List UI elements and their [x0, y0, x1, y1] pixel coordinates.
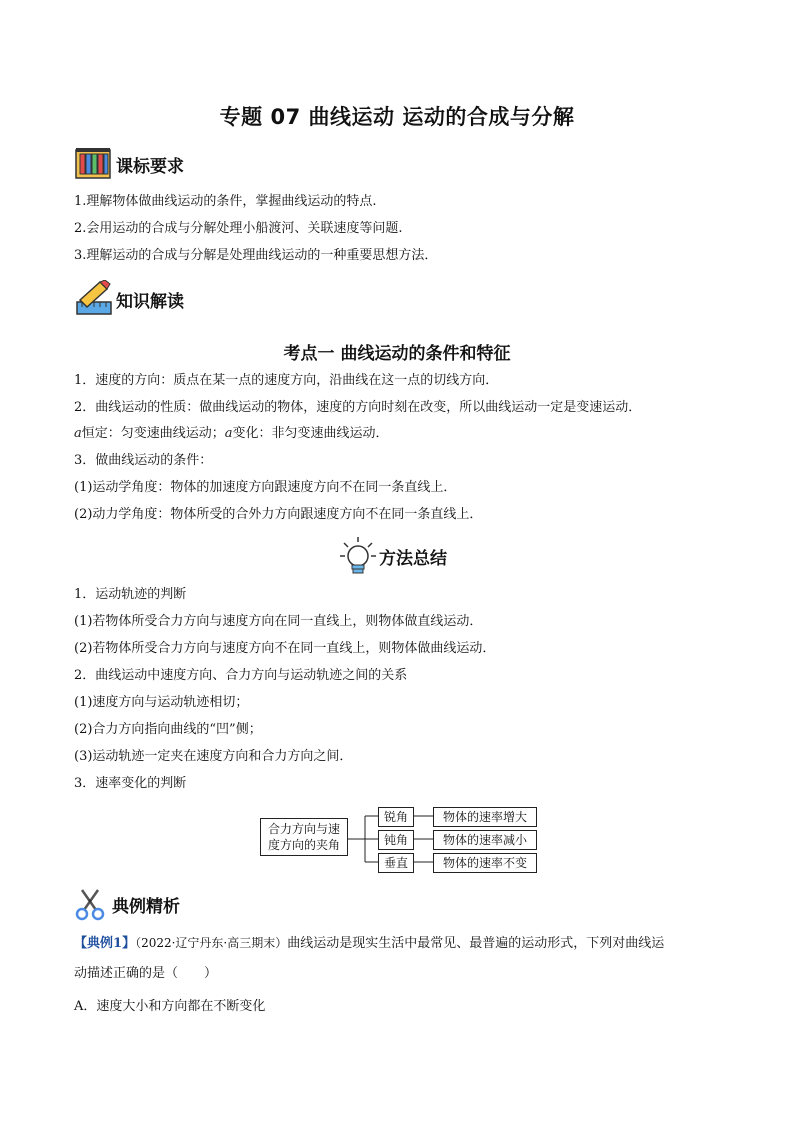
page-title: 专题 07 曲线运动 运动的合成与分解 [219, 105, 575, 129]
example-question-line2: 动描述正确的是（ ） [74, 966, 218, 981]
diagram-result-box: 物体的速率减小 [433, 830, 537, 850]
requirement-item: 3.理解运动的合成与分解是处理曲线运动的一种重要思想方法． [74, 248, 438, 263]
accel-text: 恒定：匀变速曲线运动； [81, 426, 225, 441]
method-line: (1)若物体所受合力方向与速度方向在同一直线上，则物体做直线运动． [74, 614, 483, 629]
method-line: 1．运动轨迹的判断 [74, 587, 187, 602]
method-line: (2)合力方向指向曲线的“凹”侧； [74, 722, 262, 737]
method-line: 3．速率变化的判断 [74, 776, 187, 791]
example-label-open: 【 [74, 936, 88, 951]
accel-symbol: a [224, 426, 233, 441]
scissors-icon [72, 886, 108, 922]
requirement-item: 1.理解物体做曲线运动的条件，掌握曲线运动的特点. [74, 194, 377, 209]
example-text: 曲线运动是现实生活中最常见、最普遍的运动形式，下列对曲线运 [287, 936, 665, 951]
diagram-angle-box: 锐角 [378, 807, 414, 827]
knowledge-line: 2．曲线运动的性质：做曲线运动的物体，速度的方向时刻在改变，所以曲线运动一定是变速运动． [74, 400, 642, 415]
knowledge-line: (2)动力学角度：物体所受的合外力方向跟速度方向不在同一条直线上． [74, 507, 483, 522]
accel-symbol: a [74, 426, 82, 441]
pencil-ruler-icon [74, 280, 114, 318]
section-header-examples [72, 886, 180, 922]
example-option-a: A．速度大小和方向都在不断变化 [74, 999, 266, 1014]
section-header-knowledge [74, 280, 184, 318]
method-line: (2)若物体所受合力方向与速度方向不在同一直线上，则物体做曲线运动． [74, 641, 496, 656]
section-label: 方法总结 [379, 548, 447, 569]
knowledge-line: 3．做曲线运动的条件： [74, 453, 213, 468]
section-label: 典例精析 [112, 896, 180, 917]
diagram-result-box: 物体的速率不变 [433, 853, 537, 873]
example-label: 典例1 [87, 936, 123, 951]
lightbulb-icon [338, 536, 378, 576]
section-label: 知识解读 [116, 291, 184, 312]
kaodian-title: 考点一 曲线运动的条件和特征 [283, 344, 511, 364]
diagram-result-box: 物体的速率增大 [433, 807, 537, 827]
method-line: (1)速度方向与运动轨迹相切； [74, 695, 249, 710]
example-question-line1 [74, 934, 664, 953]
books-icon [74, 146, 114, 182]
section-label: 课标要求 [116, 156, 184, 177]
requirement-item: 2.会用运动的合成与分解处理小船渡河、关联速度等问题. [74, 221, 403, 236]
section-header-requirements [74, 146, 184, 182]
example-label-close: 】 [122, 936, 136, 951]
diagram-angle-box: 钝角 [378, 830, 414, 850]
example-source: （2022·辽宁丹东·高三期末） [135, 936, 288, 950]
method-line: 2．曲线运动中速度方向、合力方向与运动轨迹之间的关系 [74, 668, 408, 683]
speed-change-diagram [258, 804, 538, 874]
diagram-angle-box: 垂直 [378, 853, 414, 873]
knowledge-line: (1)运动学角度：物体的加速度方向跟速度方向不在同一条直线上． [74, 480, 457, 495]
knowledge-line: 1．速度的方向：质点在某一点的速度方向，沿曲线在这一点的切线方向． [74, 373, 499, 388]
diagram-root-box: 合力方向与速度方向的夹角 [260, 818, 348, 856]
accel-line [74, 425, 389, 443]
accel-text: 变化：非匀变速曲线运动． [232, 426, 389, 441]
method-line: (3)运动轨迹一定夹在速度方向和合力方向之间． [74, 749, 353, 764]
section-header-method [338, 536, 447, 576]
